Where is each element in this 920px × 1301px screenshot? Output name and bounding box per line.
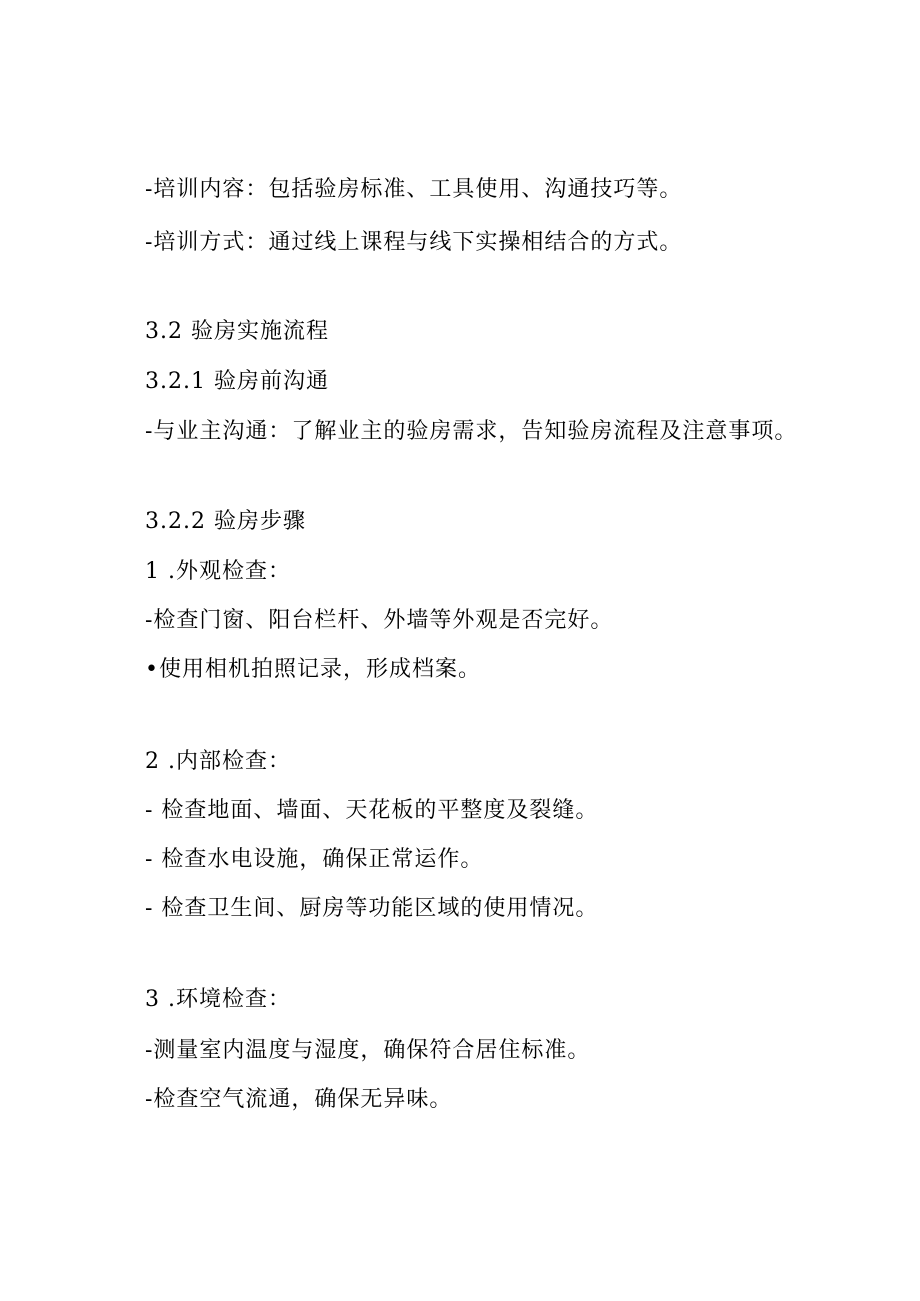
subsection-heading-3-2-2: 3.2.2 验房步骤 (145, 509, 306, 534)
step-2-item-1: - 检查地面、墙面、天花板的平整度及裂缝。 (145, 798, 599, 823)
owner-communication-line: -与业主沟通：了解业主的验房需求，告知验房流程及注意事项。 (145, 419, 798, 444)
step-1-item-1: -检查门窗、阳台栏杆、外墙等外观是否完好。 (145, 608, 614, 633)
step-2-item-2: - 检查水电设施，确保正常运作。 (145, 847, 484, 872)
step-3-item-2: -检查空气流通，确保无异味。 (145, 1087, 453, 1112)
section-heading-3-2: 3.2 验房实施流程 (145, 319, 329, 344)
step-1-heading: 1 .外观检查： (145, 559, 291, 584)
step-2-heading: 2 .内部检查： (145, 749, 291, 774)
step-3-item-1: -测量室内温度与湿度，确保符合居住标准。 (145, 1038, 591, 1063)
step-2-item-3: - 检查卫生间、厨房等功能区域的使用情况。 (145, 896, 599, 921)
training-method-line: -培训方式：通过线上课程与线下实操相结合的方式。 (145, 230, 683, 255)
subsection-heading-3-2-1: 3.2.1 验房前沟通 (145, 369, 329, 394)
step-3-heading: 3 .环境检查： (145, 987, 291, 1012)
step-1-item-2: •使用相机拍照记录，形成档案。 (145, 657, 481, 682)
training-content-line: -培训内容：包括验房标准、工具使用、沟通技巧等。 (145, 177, 683, 202)
